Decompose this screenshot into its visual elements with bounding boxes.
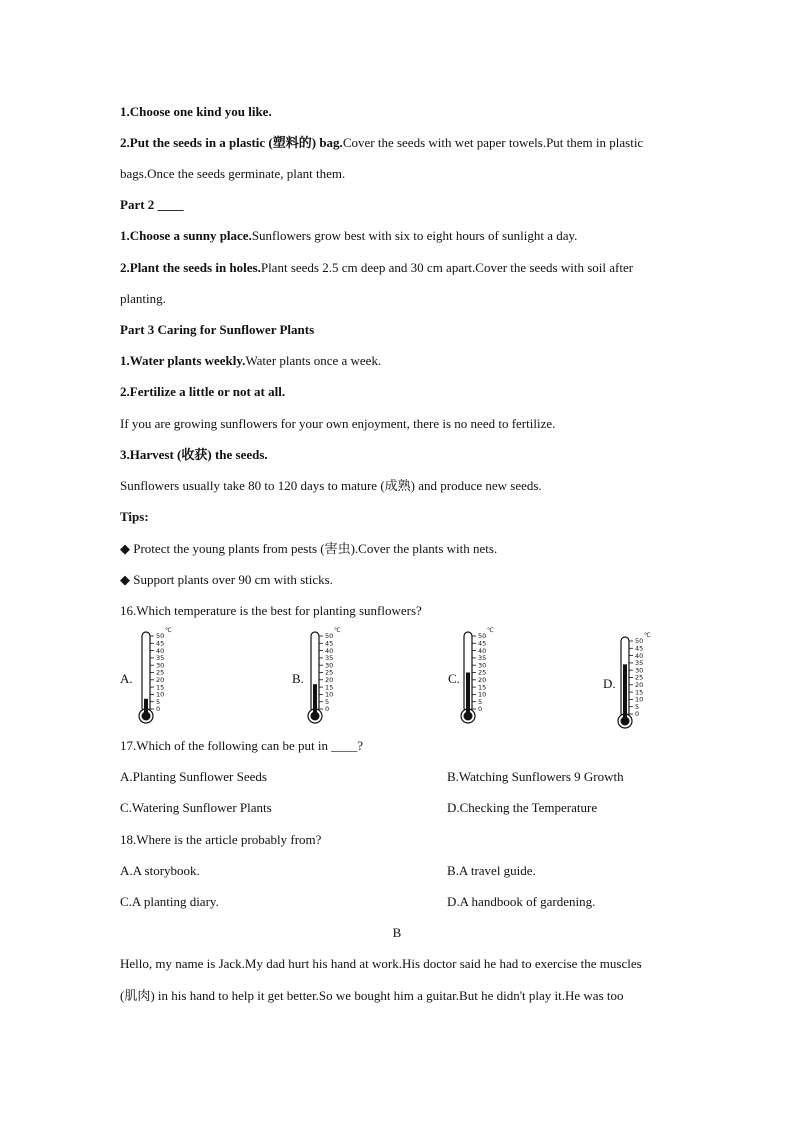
thermometer-tick-label: 50	[478, 632, 487, 641]
q18-option-c[interactable]: C.A planting diary.	[120, 894, 219, 909]
thermometer-b[interactable]	[306, 626, 356, 726]
q18-option-d[interactable]: D.A handbook of gardening.	[447, 894, 596, 909]
part2-step2-cont: planting.	[120, 291, 166, 306]
thermometer-tick-label: 20	[478, 676, 487, 684]
thermometer-tick-label: 30	[325, 661, 334, 670]
thermometer-tick-label: 50	[156, 632, 165, 641]
thermometer-d[interactable]	[616, 631, 666, 731]
q16-option-c-letter[interactable]: C.	[448, 671, 460, 686]
thermometer-tick-label: 40	[156, 646, 165, 655]
part3-step1: 1.Water plants weekly.Water plants once a week.	[120, 353, 382, 368]
tip-1: ◆ Protect the young plants from pests (害虫).Cover the plants with nets.	[120, 541, 498, 556]
thermometer-tick-label: 0	[635, 710, 640, 719]
thermometer-level	[144, 699, 148, 716]
thermometer-unit: ℃	[644, 632, 651, 639]
thermometer-tick-label: 25	[635, 673, 644, 682]
q17-option-a[interactable]: A.Planting Sunflower Seeds	[120, 769, 267, 784]
question-17: 17.Which of the following can be put in ____?	[120, 738, 363, 753]
thermometer-tick-label: 15	[635, 688, 644, 697]
thermometer-c[interactable]	[459, 626, 509, 726]
q16-option-a-letter[interactable]: A.	[120, 671, 133, 686]
part2-step2: 2.Plant the seeds in holes.Plant seeds 2.5 cm deep and 30 cm apart.Cover the seeds with soil after	[120, 260, 634, 275]
thermometer-tick-label: 15	[156, 683, 165, 692]
thermometer-tick-label: 5	[325, 697, 330, 706]
thermometer-tick-label: 45	[156, 639, 165, 648]
thermometer-tick-label: 10	[156, 690, 165, 699]
thermometer-tick-label: 50	[635, 637, 644, 646]
section-b-line-2: (肌肉) in his hand to help it get better.So we bought him a guitar.But he didn't play it.He was too	[120, 988, 624, 1003]
part3-heading: Part 3 Caring for Sunflower Plants	[120, 322, 315, 337]
thermometer-level	[313, 684, 317, 716]
thermometer-unit: ℃	[487, 627, 494, 634]
q17-option-b[interactable]: B.Watching Sunflowers 9 Growth	[447, 769, 624, 784]
question-18: 18.Where is the article probably from?	[120, 832, 322, 847]
thermometer-tick-label: 35	[156, 654, 165, 663]
thermometer-tick-label: 40	[325, 646, 334, 655]
part1-step2: 2.Put the seeds in a plastic (塑料的) bag.Cover the seeds with wet paper towels.Put them in plastic	[120, 135, 644, 150]
thermometer-tick-label: 20	[156, 676, 165, 684]
thermometer-a[interactable]	[137, 626, 187, 726]
thermometer-tick-label: 25	[156, 668, 165, 677]
thermometer-tick-label: 45	[635, 644, 644, 653]
thermometer-tick-label: 15	[478, 683, 487, 692]
thermometer-tick-label: 45	[325, 639, 334, 648]
thermometer-tick-label: 10	[635, 695, 644, 704]
part1-step2-cont: bags.Once the seeds germinate, plant them.	[120, 166, 346, 181]
part3-step2-text: If you are growing sunflowers for your own enjoyment, there is no need to fertilize.	[120, 416, 556, 431]
thermometer-tick-label: 40	[478, 646, 487, 655]
part3-step3-text: Sunflowers usually take 80 to 120 days to mature (成熟) and produce new seeds.	[120, 478, 542, 493]
tips-heading: Tips:	[120, 509, 149, 524]
thermometer-tick-label: 40	[635, 651, 644, 660]
part2-heading: Part 2 ____	[120, 197, 184, 212]
q17-option-d[interactable]: D.Checking the Temperature	[447, 800, 598, 815]
thermometer-tick-label: 35	[325, 654, 334, 663]
thermometer-tick-label: 30	[635, 666, 644, 675]
thermometer-tick-label: 0	[325, 705, 330, 714]
section-b-label: B	[392, 925, 402, 940]
thermometer-tick-label: 15	[325, 683, 334, 692]
thermometer-tick-label: 25	[325, 668, 334, 677]
thermometer-tick-label: 35	[635, 659, 644, 668]
thermometer-level	[623, 664, 627, 721]
q16-option-b-letter[interactable]: B.	[292, 671, 304, 686]
thermometer-tick-label: 30	[478, 661, 487, 670]
part1-step1: 1.Choose one kind you like.	[120, 104, 272, 119]
q18-option-b[interactable]: B.A travel guide.	[447, 863, 536, 878]
thermometer-unit: ℃	[334, 627, 341, 634]
part3-step3: 3.Harvest (收获) the seeds.	[120, 447, 268, 462]
thermometer-tick-label: 35	[478, 654, 487, 663]
thermometer-tick-label: 10	[325, 690, 334, 699]
part3-step2: 2.Fertilize a little or not at all.	[120, 384, 286, 399]
q16-option-d-letter[interactable]: D.	[603, 676, 616, 691]
thermometer-tick-label: 0	[156, 705, 161, 714]
thermometer-tick-label: 5	[635, 702, 640, 711]
thermometer-tick-label: 25	[478, 668, 487, 677]
tip-2: ◆ Support plants over 90 cm with sticks.	[120, 572, 333, 587]
thermometer-unit: ℃	[165, 627, 172, 634]
part2-step1: 1.Choose a sunny place.Sunflowers grow best with six to eight hours of sunlight a day.	[120, 228, 578, 243]
thermometer-tick-label: 50	[325, 632, 334, 641]
thermometer-tick-label: 20	[635, 681, 644, 689]
thermometer-tick-label: 45	[478, 639, 487, 648]
question-16: 16.Which temperature is the best for planting sunflowers?	[120, 603, 422, 618]
section-b-line-1: Hello, my name is Jack.My dad hurt his hand at work.His doctor said he had to exercise the muscles	[120, 956, 642, 971]
thermometer-tick-label: 20	[325, 676, 334, 684]
q17-option-c[interactable]: C.Watering Sunflower Plants	[120, 800, 272, 815]
thermometer-tick-label: 5	[156, 697, 161, 706]
thermometer-tick-label: 10	[478, 690, 487, 699]
q18-option-a[interactable]: A.A storybook.	[120, 863, 200, 878]
thermometer-tick-label: 5	[478, 697, 483, 706]
thermometer-level	[466, 673, 470, 717]
thermometer-tick-label: 0	[478, 705, 483, 714]
thermometer-tick-label: 30	[156, 661, 165, 670]
